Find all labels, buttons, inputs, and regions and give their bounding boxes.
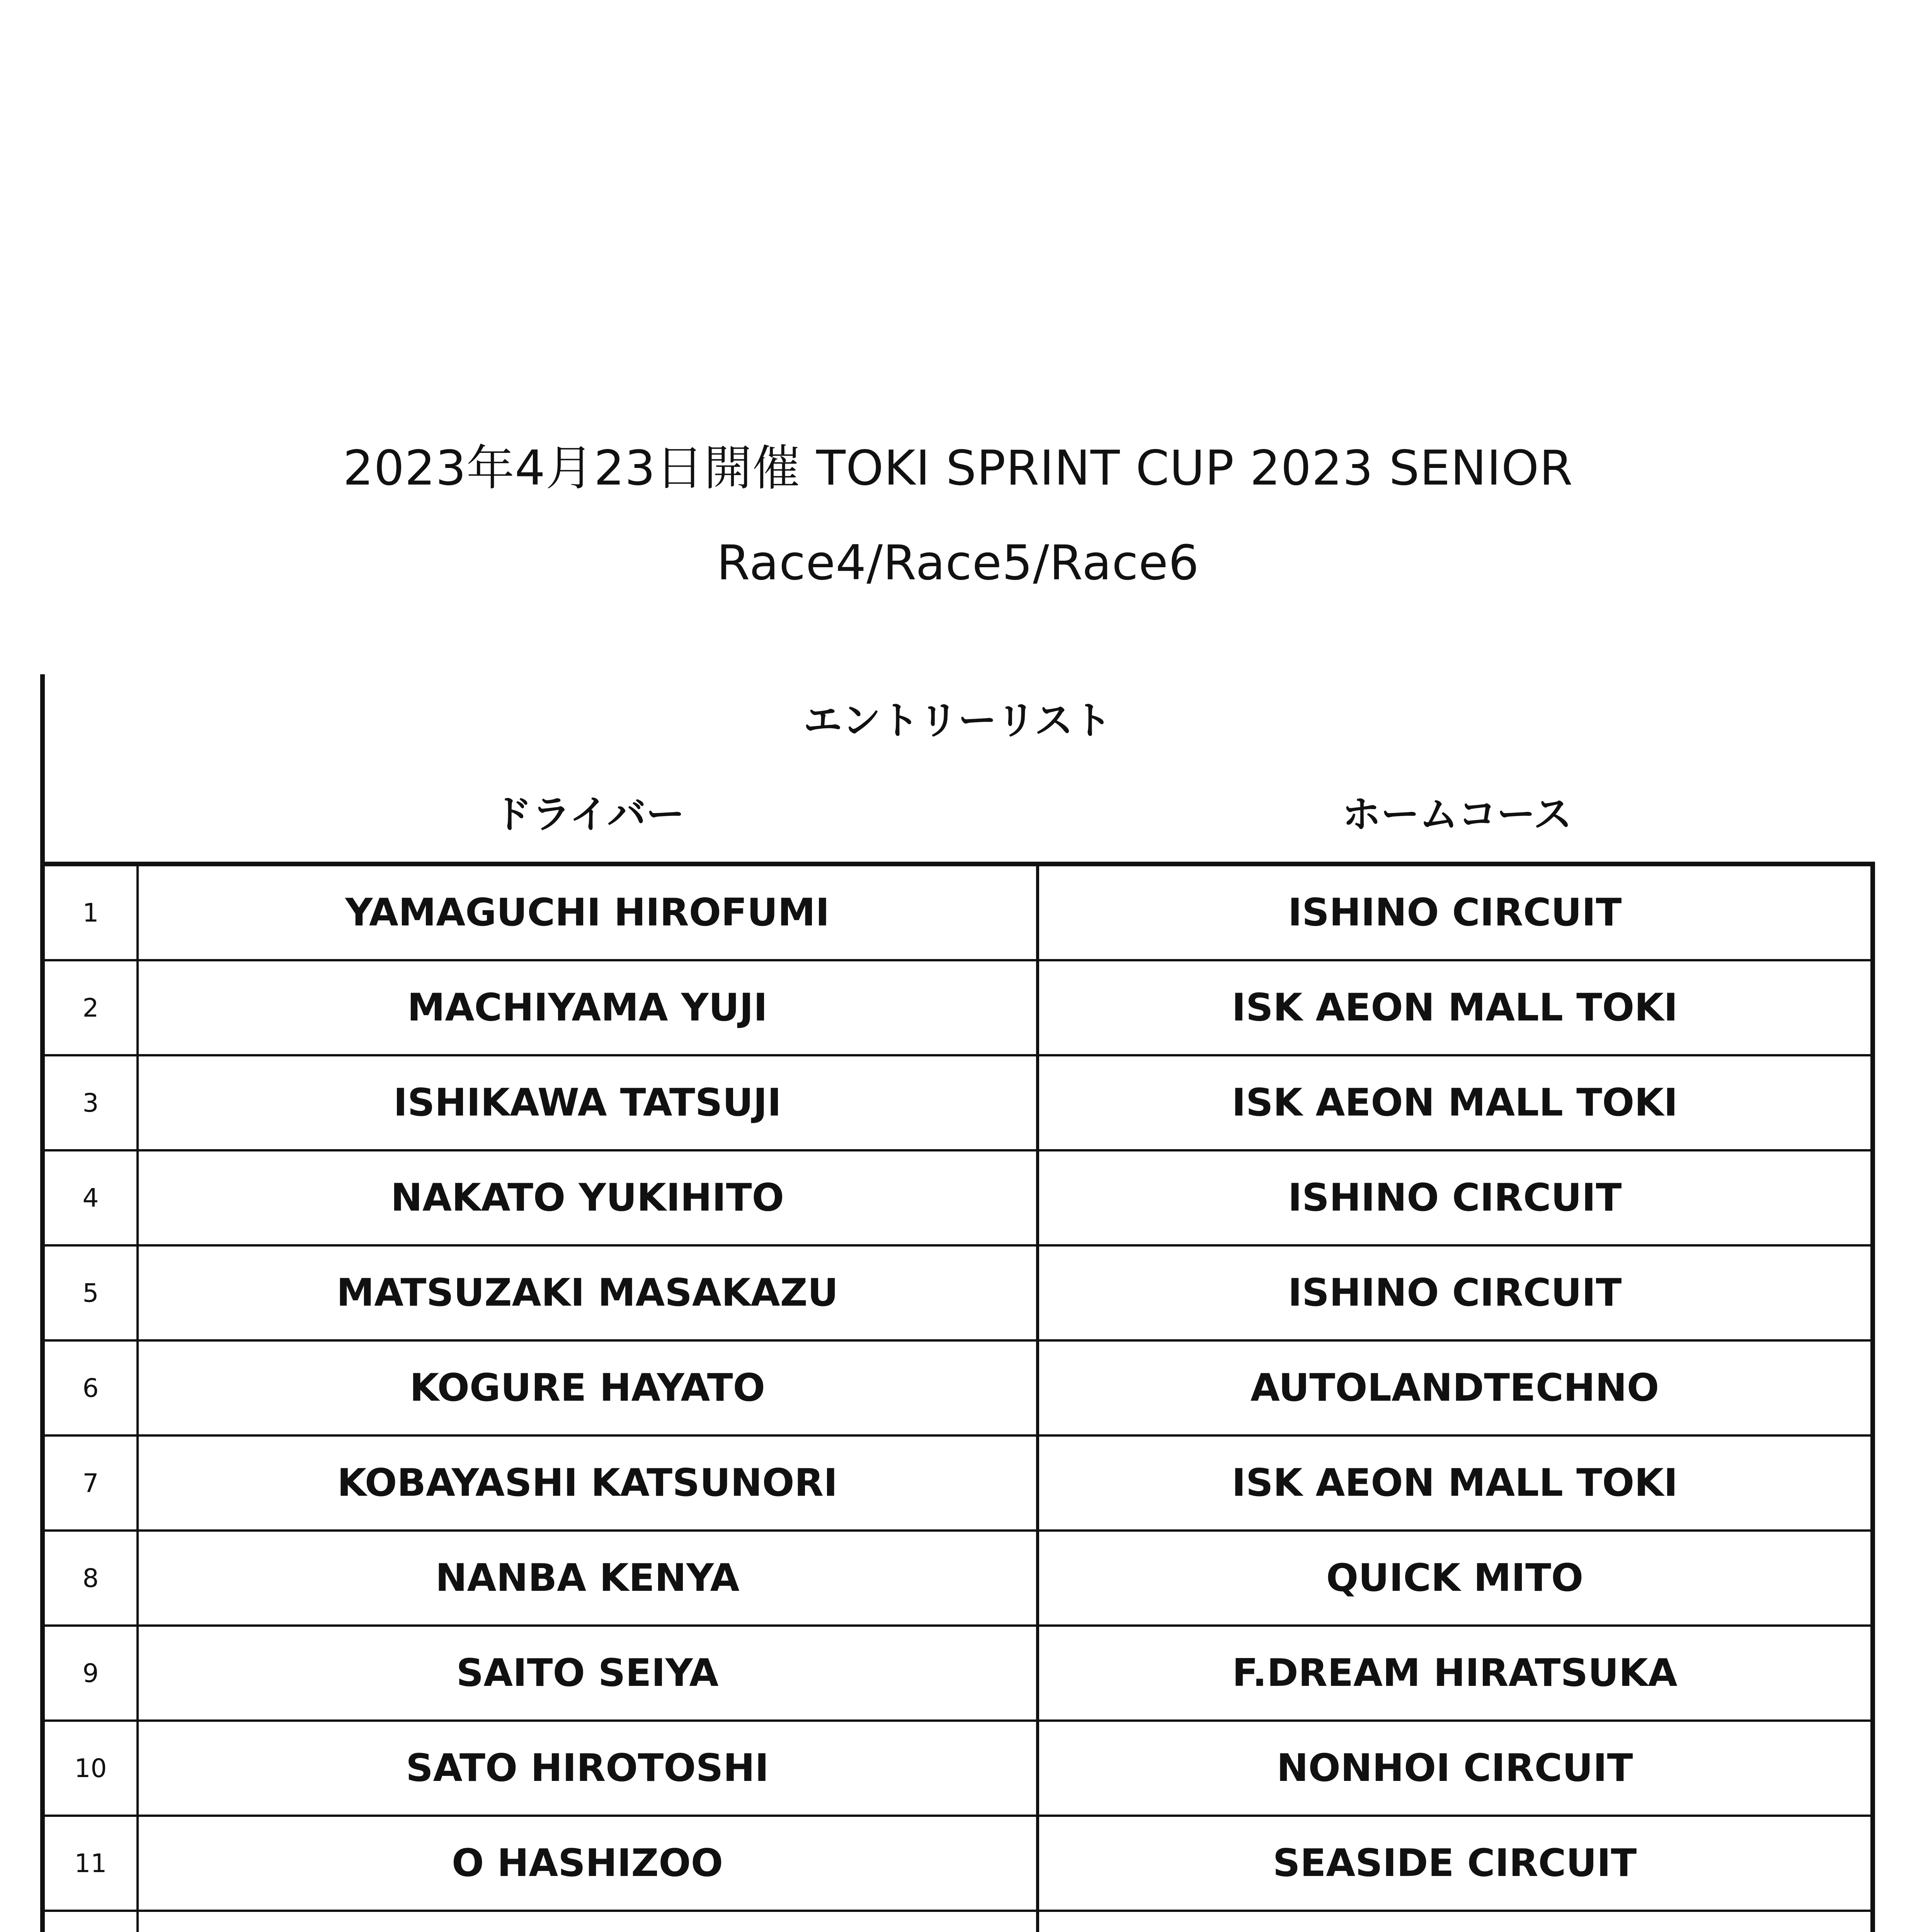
driver-name: MATSUZAKI MASAKAZU bbox=[139, 1247, 1039, 1339]
table-row bbox=[45, 961, 1870, 1056]
driver-name: NANBA KENYA bbox=[139, 1532, 1039, 1624]
driver-name: KOBAYASHI KATSUNORI bbox=[139, 1437, 1039, 1529]
entry-number: 6 bbox=[45, 1342, 139, 1434]
entry-number bbox=[45, 1912, 139, 1932]
table-row bbox=[45, 1722, 1870, 1817]
home-course: ISK AEON MALL TOKI bbox=[1232, 1461, 1678, 1505]
driver-name: O HASHIZOO bbox=[139, 1817, 1039, 1910]
table-row bbox=[45, 866, 1870, 961]
home-course: ISHINO CIRCUIT bbox=[1288, 1271, 1622, 1315]
driver-column-header: ドライバー bbox=[493, 792, 685, 837]
home-course: ISK AEON MALL TOKI bbox=[1232, 986, 1678, 1030]
document-title bbox=[0, 421, 1916, 611]
home-course bbox=[1039, 1912, 1870, 1932]
entry-number: 11 bbox=[45, 1817, 139, 1910]
entry-number: 2 bbox=[45, 961, 139, 1054]
driver-name: SAITO SEIYA bbox=[139, 1627, 1039, 1719]
home-course: QUICK MITO bbox=[1326, 1556, 1584, 1600]
entry-number: 4 bbox=[45, 1151, 139, 1244]
entry-number: 9 bbox=[45, 1627, 139, 1719]
driver-name: SATO HIROTOSHI bbox=[139, 1722, 1039, 1815]
entry-number: 10 bbox=[45, 1722, 139, 1815]
table-row bbox=[45, 1817, 1870, 1912]
driver-name bbox=[139, 1912, 1039, 1932]
table-row bbox=[45, 1151, 1870, 1247]
driver-name: ISHIKAWA TATSUJI bbox=[139, 1056, 1039, 1149]
driver-name: NAKATO YUKIHITO bbox=[139, 1151, 1039, 1244]
entry-number: 5 bbox=[45, 1247, 139, 1339]
home-course: ISHINO CIRCUIT bbox=[1288, 891, 1622, 935]
home-course: SEASIDE CIRCUIT bbox=[1273, 1841, 1637, 1885]
driver-name: KOGURE HAYATO bbox=[139, 1342, 1039, 1434]
home-course: NONHOI CIRCUIT bbox=[1276, 1746, 1633, 1790]
home-course: ISK AEON MALL TOKI bbox=[1232, 1081, 1678, 1125]
entry-number: 7 bbox=[45, 1437, 139, 1529]
home-course: AUTOLANDTECHNO bbox=[1250, 1366, 1659, 1410]
table-row bbox=[45, 1532, 1870, 1627]
race-names: Race4/Race5/Race6 bbox=[716, 535, 1200, 591]
home-course: ISHINO CIRCUIT bbox=[1288, 1176, 1622, 1220]
entry-list-table bbox=[40, 674, 1875, 1932]
home-course-column-header: ホームコース bbox=[1342, 792, 1572, 837]
entry-number: 1 bbox=[45, 866, 139, 959]
table-row bbox=[45, 1437, 1870, 1532]
table-row bbox=[45, 1342, 1870, 1437]
table-row bbox=[45, 1912, 1870, 1932]
entry-number: 8 bbox=[45, 1532, 139, 1624]
home-course: F.DREAM HIRATSUKA bbox=[1232, 1651, 1678, 1695]
event-title: 2023年4月23日開催 TOKI SPRINT CUP 2023 SENIOR bbox=[343, 440, 1573, 496]
entry-list-heading: エントリーリスト bbox=[803, 698, 1112, 743]
table-row bbox=[45, 1056, 1870, 1151]
driver-name: MACHIYAMA YUJI bbox=[139, 961, 1039, 1054]
entry-number: 3 bbox=[45, 1056, 139, 1149]
driver-name: YAMAGUCHI HIROFUMI bbox=[139, 866, 1039, 959]
table-row bbox=[45, 1247, 1870, 1342]
entry-rows bbox=[40, 862, 1875, 1932]
table-row bbox=[45, 1627, 1870, 1722]
